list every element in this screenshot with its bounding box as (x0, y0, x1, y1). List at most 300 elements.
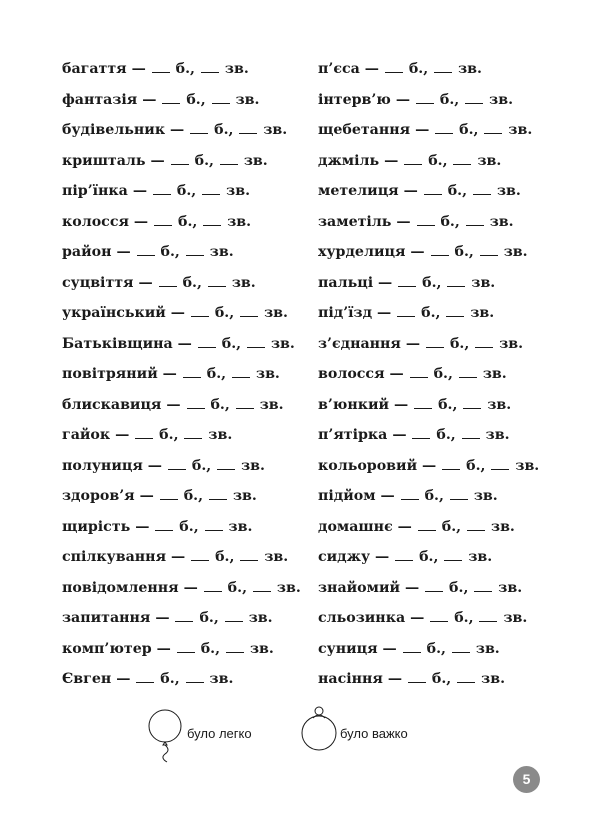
dash: — (384, 152, 399, 169)
letters-answer-blank[interactable] (462, 425, 480, 439)
sounds-answer-blank[interactable] (177, 639, 195, 653)
letters-abbr: зв. (259, 396, 284, 413)
dash: — (382, 640, 397, 657)
sounds-abbr: б., (160, 244, 180, 260)
sounds-abbr: б., (159, 427, 179, 443)
letters-answer-blank[interactable] (186, 242, 204, 256)
word-row (318, 240, 539, 271)
word: знайомий (318, 579, 400, 596)
word: під’їзд (318, 305, 373, 321)
sounds-answer-blank[interactable] (442, 456, 460, 470)
letters-abbr: зв. (235, 91, 260, 108)
letters-answer-blank[interactable] (473, 181, 491, 195)
letters-answer-blank[interactable] (444, 547, 462, 561)
word-row (318, 88, 539, 119)
sounds-answer-blank[interactable] (168, 456, 186, 470)
letters-answer-blank[interactable] (253, 578, 271, 592)
word-row (62, 606, 301, 637)
dash: — (397, 518, 412, 535)
letters-answer-blank[interactable] (450, 486, 468, 500)
right-word-column (318, 57, 539, 698)
sounds-answer-blank[interactable] (183, 364, 201, 378)
letters-answer-blank[interactable] (474, 578, 492, 592)
sounds-answer-blank[interactable] (190, 120, 208, 134)
sounds-abbr: б., (408, 61, 429, 77)
sounds-abbr: б., (206, 366, 227, 382)
word: фантазія (62, 91, 138, 108)
dash: — (378, 274, 393, 291)
dash: — (156, 640, 171, 657)
sounds-answer-blank[interactable] (204, 578, 222, 592)
letters-answer-blank[interactable] (491, 456, 509, 470)
letters-answer-blank[interactable] (186, 669, 204, 683)
letters-answer-blank[interactable] (217, 456, 235, 470)
sounds-answer-blank[interactable] (159, 273, 177, 287)
sounds-abbr: б., (175, 61, 195, 77)
letters-abbr: зв. (209, 244, 234, 260)
sounds-answer-blank[interactable] (414, 395, 432, 409)
word: хурделиця (318, 244, 406, 260)
letters-answer-blank[interactable] (463, 395, 481, 409)
word: повітряний (62, 366, 158, 382)
letters-abbr: зв. (227, 213, 252, 230)
dash: — (422, 457, 437, 474)
sounds-answer-blank[interactable] (191, 547, 209, 561)
dash: — (131, 61, 146, 77)
letters-abbr: зв. (208, 427, 233, 443)
sounds-answer-blank[interactable] (198, 334, 216, 348)
dash: — (364, 61, 379, 77)
sounds-answer-blank[interactable] (162, 90, 180, 104)
sounds-answer-blank[interactable] (410, 364, 428, 378)
word-row (62, 240, 301, 271)
letters-abbr: зв. (499, 335, 524, 352)
dash: — (135, 518, 150, 535)
sounds-answer-blank[interactable] (435, 120, 453, 134)
dash: — (387, 671, 402, 687)
letters-answer-blank[interactable] (466, 212, 484, 226)
sounds-abbr: б., (194, 152, 214, 169)
letters-abbr: зв. (248, 610, 273, 626)
sounds-abbr: б., (179, 518, 199, 535)
word: з’єднання (318, 335, 401, 352)
sounds-abbr: б., (428, 152, 448, 169)
word-row (62, 454, 301, 485)
sounds-abbr: б., (431, 671, 452, 687)
word: український (62, 305, 166, 321)
sounds-answer-blank[interactable] (424, 181, 442, 195)
dash: — (392, 427, 407, 443)
letters-answer-blank[interactable] (453, 151, 471, 165)
letters-abbr: зв. (468, 549, 493, 565)
sounds-answer-blank[interactable] (135, 425, 153, 439)
sounds-abbr: б., (160, 671, 180, 687)
word: сиджу (318, 549, 371, 565)
word-row (318, 484, 539, 515)
word-row (318, 301, 539, 332)
letters-abbr: зв. (231, 274, 256, 291)
word-row (62, 149, 301, 180)
word: багаття (62, 61, 127, 77)
dash: — (142, 91, 157, 108)
sounds-abbr: б., (176, 183, 197, 199)
word: полуниця (62, 457, 143, 474)
letters-answer-blank[interactable] (484, 120, 502, 134)
letters-abbr: зв. (498, 579, 523, 596)
sounds-abbr: б., (210, 396, 230, 413)
sounds-answer-blank[interactable] (426, 334, 444, 348)
word: інтерв’ю (318, 91, 391, 108)
sounds-abbr: б., (466, 457, 486, 474)
word: підйом (318, 488, 376, 504)
dash: — (404, 579, 420, 596)
sounds-answer-blank[interactable] (425, 578, 443, 592)
letters-abbr: зв. (243, 152, 268, 169)
word: насіння (318, 671, 383, 687)
word-row (62, 362, 301, 393)
word-row (62, 271, 301, 302)
word: здоров’я (62, 488, 135, 504)
word: суниця (318, 640, 378, 657)
dash: — (171, 549, 186, 565)
sounds-answer-blank[interactable] (137, 242, 155, 256)
letters-answer-blank[interactable] (236, 395, 254, 409)
word: кришталь (62, 152, 146, 169)
dash: — (380, 488, 395, 504)
word: метелиця (318, 183, 399, 199)
sounds-answer-blank[interactable] (136, 669, 154, 683)
word: волосся (318, 366, 385, 382)
sounds-abbr: б., (177, 213, 198, 230)
letters-abbr: зв. (489, 91, 514, 108)
dash: — (170, 122, 185, 138)
sounds-answer-blank[interactable] (385, 59, 403, 73)
word-row (318, 57, 539, 88)
sounds-answer-blank[interactable] (175, 608, 193, 622)
sounds-abbr: б., (191, 457, 212, 474)
sounds-abbr: б., (436, 427, 456, 443)
word: п’ятірка (318, 427, 388, 443)
sounds-abbr: б., (433, 366, 453, 382)
letters-abbr: зв. (224, 61, 249, 77)
word-row (318, 545, 539, 576)
letters-abbr: зв. (487, 396, 512, 413)
letters-abbr: зв. (471, 274, 496, 291)
word-row (318, 606, 539, 637)
sounds-abbr: б., (441, 518, 462, 535)
word-row (318, 118, 539, 149)
word-row (318, 332, 539, 363)
word: комп’ютер (62, 640, 152, 657)
dash: — (162, 366, 177, 382)
sounds-answer-blank[interactable] (404, 151, 422, 165)
letters-abbr: зв. (485, 427, 510, 443)
letters-answer-blank[interactable] (465, 90, 483, 104)
letters-answer-blank[interactable] (202, 181, 220, 195)
letters-abbr: зв. (209, 671, 234, 687)
word-row (62, 57, 301, 88)
letters-abbr: зв. (232, 488, 257, 504)
word-row (62, 545, 301, 576)
word: в’юнкий (318, 396, 390, 413)
letters-abbr: зв. (477, 152, 502, 169)
letters-abbr: зв. (482, 366, 507, 382)
word-row (318, 667, 539, 698)
sounds-abbr: б., (439, 91, 460, 108)
sounds-abbr: б., (221, 335, 242, 352)
word-row (62, 179, 301, 210)
word: заметіль (318, 213, 392, 230)
word: Євген (62, 671, 112, 687)
letters-answer-blank[interactable] (475, 334, 493, 348)
dash: — (155, 610, 170, 626)
sounds-abbr: б., (200, 640, 221, 657)
sounds-abbr: б., (183, 488, 204, 504)
dash: — (138, 274, 153, 291)
sounds-abbr: б., (424, 488, 444, 504)
letters-abbr: зв. (475, 640, 500, 657)
letters-abbr: зв. (276, 579, 301, 596)
dash: — (395, 91, 410, 108)
word: Батьківщина (62, 335, 173, 352)
word-row (318, 271, 539, 302)
word: кольоровий (318, 457, 418, 474)
letters-answer-blank[interactable] (452, 639, 470, 653)
sounds-answer-blank[interactable] (397, 303, 415, 317)
letters-answer-blank[interactable] (240, 303, 258, 317)
letters-answer-blank[interactable] (434, 59, 452, 73)
dash: — (150, 152, 165, 169)
letters-abbr: зв. (264, 305, 288, 321)
sounds-answer-blank[interactable] (398, 273, 416, 287)
letters-abbr: зв. (489, 213, 514, 230)
sounds-answer-blank[interactable] (431, 242, 449, 256)
sounds-abbr: б., (422, 274, 442, 291)
word: будівельник (62, 122, 166, 138)
word: щебетання (318, 122, 411, 138)
letters-answer-blank[interactable] (226, 639, 244, 653)
letters-answer-blank[interactable] (247, 334, 265, 348)
sounds-answer-blank[interactable] (152, 59, 170, 73)
sounds-answer-blank[interactable] (154, 212, 172, 226)
sounds-answer-blank[interactable] (430, 608, 448, 622)
sounds-abbr: б., (214, 305, 235, 321)
word-row (62, 301, 301, 332)
sounds-abbr: б., (421, 305, 441, 321)
letters-answer-blank[interactable] (203, 212, 221, 226)
word-row (62, 118, 301, 149)
hard-label: було важко (340, 726, 408, 741)
dash: — (116, 244, 131, 260)
letters-abbr: зв. (491, 518, 515, 535)
sounds-abbr: б., (227, 579, 248, 596)
word-row (318, 393, 539, 424)
sounds-answer-blank[interactable] (418, 517, 436, 531)
letters-abbr: зв. (264, 549, 289, 565)
word: гайок (62, 427, 111, 443)
dash: — (116, 671, 131, 687)
word-row (318, 210, 539, 241)
word-row (62, 667, 301, 698)
dash: — (393, 396, 409, 413)
sounds-answer-blank[interactable] (155, 517, 173, 531)
dash: — (183, 579, 198, 596)
word: пальці (318, 274, 374, 291)
sounds-abbr: б., (199, 610, 219, 626)
dash: — (133, 213, 149, 230)
word-row (318, 454, 539, 485)
word: блискавиця (62, 396, 162, 413)
dash: — (132, 183, 147, 199)
letters-abbr: зв. (481, 671, 506, 687)
letters-answer-blank[interactable] (479, 608, 497, 622)
sounds-abbr: б., (440, 213, 460, 230)
word-row (62, 210, 301, 241)
easy-label: було легко (187, 726, 252, 741)
word: колосся (62, 213, 129, 230)
word: п’єса (318, 61, 360, 77)
sounds-abbr: б., (214, 122, 234, 138)
sounds-abbr: б., (438, 396, 458, 413)
letters-abbr: зв. (249, 640, 274, 657)
page-number-badge: 5 (513, 766, 540, 793)
sounds-abbr: б., (449, 335, 470, 352)
sounds-answer-blank[interactable] (187, 395, 205, 409)
word: запитання (62, 610, 151, 626)
sounds-abbr: б., (459, 122, 479, 138)
dash: — (396, 213, 411, 230)
word-row (318, 423, 539, 454)
word: повідомлення (62, 579, 179, 596)
letters-abbr: зв. (228, 518, 253, 535)
dash: — (389, 366, 404, 382)
balloon-icon (145, 704, 187, 764)
letters-answer-blank[interactable] (212, 90, 230, 104)
dash: — (405, 335, 421, 352)
letters-answer-blank[interactable] (467, 517, 485, 531)
left-word-column (62, 57, 301, 698)
letters-abbr: зв. (226, 183, 251, 199)
dash: — (374, 549, 390, 565)
letters-answer-blank[interactable] (201, 59, 219, 73)
word-row (62, 332, 301, 363)
dash: — (410, 610, 425, 626)
sounds-abbr: б., (454, 244, 474, 260)
word-row (62, 637, 301, 668)
sounds-abbr: б., (447, 183, 468, 199)
letters-abbr: зв. (503, 610, 528, 626)
dash: — (147, 457, 162, 474)
word-row (62, 484, 301, 515)
dash: — (403, 183, 418, 199)
word: сльозинка (318, 610, 406, 626)
dash: — (415, 122, 430, 138)
sounds-abbr: б., (186, 91, 206, 108)
dash: — (170, 305, 185, 321)
letters-answer-blank[interactable] (457, 669, 475, 683)
letters-answer-blank[interactable] (232, 364, 250, 378)
word-row (318, 637, 539, 668)
letters-abbr: зв. (470, 305, 495, 321)
letters-answer-blank[interactable] (208, 273, 226, 287)
letters-answer-blank[interactable] (447, 273, 465, 287)
self-assessment-legend (145, 704, 445, 774)
letters-answer-blank[interactable] (225, 608, 243, 622)
sounds-abbr: б., (426, 640, 446, 657)
sounds-answer-blank[interactable] (160, 486, 178, 500)
sounds-answer-blank[interactable] (401, 486, 419, 500)
sounds-abbr: б., (454, 610, 474, 626)
letters-abbr: зв. (256, 366, 280, 382)
letters-abbr: зв. (515, 457, 540, 474)
word-row (62, 515, 301, 546)
word-row (318, 149, 539, 180)
word-row (318, 362, 539, 393)
letters-answer-blank[interactable] (205, 517, 223, 531)
letters-abbr: зв. (263, 122, 288, 138)
word-row (62, 423, 301, 454)
word: суцвіття (62, 274, 134, 291)
word-row (62, 88, 301, 119)
sounds-answer-blank[interactable] (403, 639, 421, 653)
letters-answer-blank[interactable] (209, 486, 227, 500)
word-row (318, 576, 539, 607)
letters-abbr: зв. (458, 61, 482, 77)
sounds-answer-blank[interactable] (417, 212, 435, 226)
letters-answer-blank[interactable] (480, 242, 498, 256)
letters-abbr: зв. (508, 122, 533, 138)
word-row (318, 179, 539, 210)
word: пір’їнка (62, 183, 128, 199)
dash: — (410, 244, 425, 260)
word: джміль (318, 152, 380, 169)
word-row (62, 576, 301, 607)
sounds-answer-blank[interactable] (408, 669, 426, 683)
word: домашнє (318, 518, 393, 535)
letters-abbr: зв. (496, 183, 521, 199)
letters-answer-blank[interactable] (459, 364, 477, 378)
letters-answer-blank[interactable] (239, 120, 257, 134)
word: щирість (62, 518, 131, 535)
word: район (62, 244, 112, 260)
sounds-abbr: б., (449, 579, 469, 596)
sounds-answer-blank[interactable] (191, 303, 209, 317)
word: спілкування (62, 549, 167, 565)
sounds-answer-blank[interactable] (171, 151, 189, 165)
letters-abbr: зв. (473, 488, 498, 504)
letters-answer-blank[interactable] (240, 547, 258, 561)
dash: — (177, 335, 192, 352)
sounds-abbr: б., (215, 549, 235, 565)
sounds-abbr: б., (419, 549, 439, 565)
word-row (318, 515, 539, 546)
letters-abbr: зв. (241, 457, 265, 474)
letters-abbr: зв. (270, 335, 295, 352)
dash: — (377, 305, 392, 321)
letters-answer-blank[interactable] (184, 425, 202, 439)
sounds-answer-blank[interactable] (395, 547, 413, 561)
sounds-answer-blank[interactable] (153, 181, 171, 195)
letters-answer-blank[interactable] (446, 303, 464, 317)
word-row (62, 393, 301, 424)
sounds-abbr: б., (182, 274, 202, 291)
sounds-answer-blank[interactable] (412, 425, 430, 439)
weight-icon (300, 704, 340, 754)
dash: — (115, 427, 130, 443)
sounds-answer-blank[interactable] (416, 90, 434, 104)
dash: — (139, 488, 154, 504)
letters-answer-blank[interactable] (220, 151, 238, 165)
